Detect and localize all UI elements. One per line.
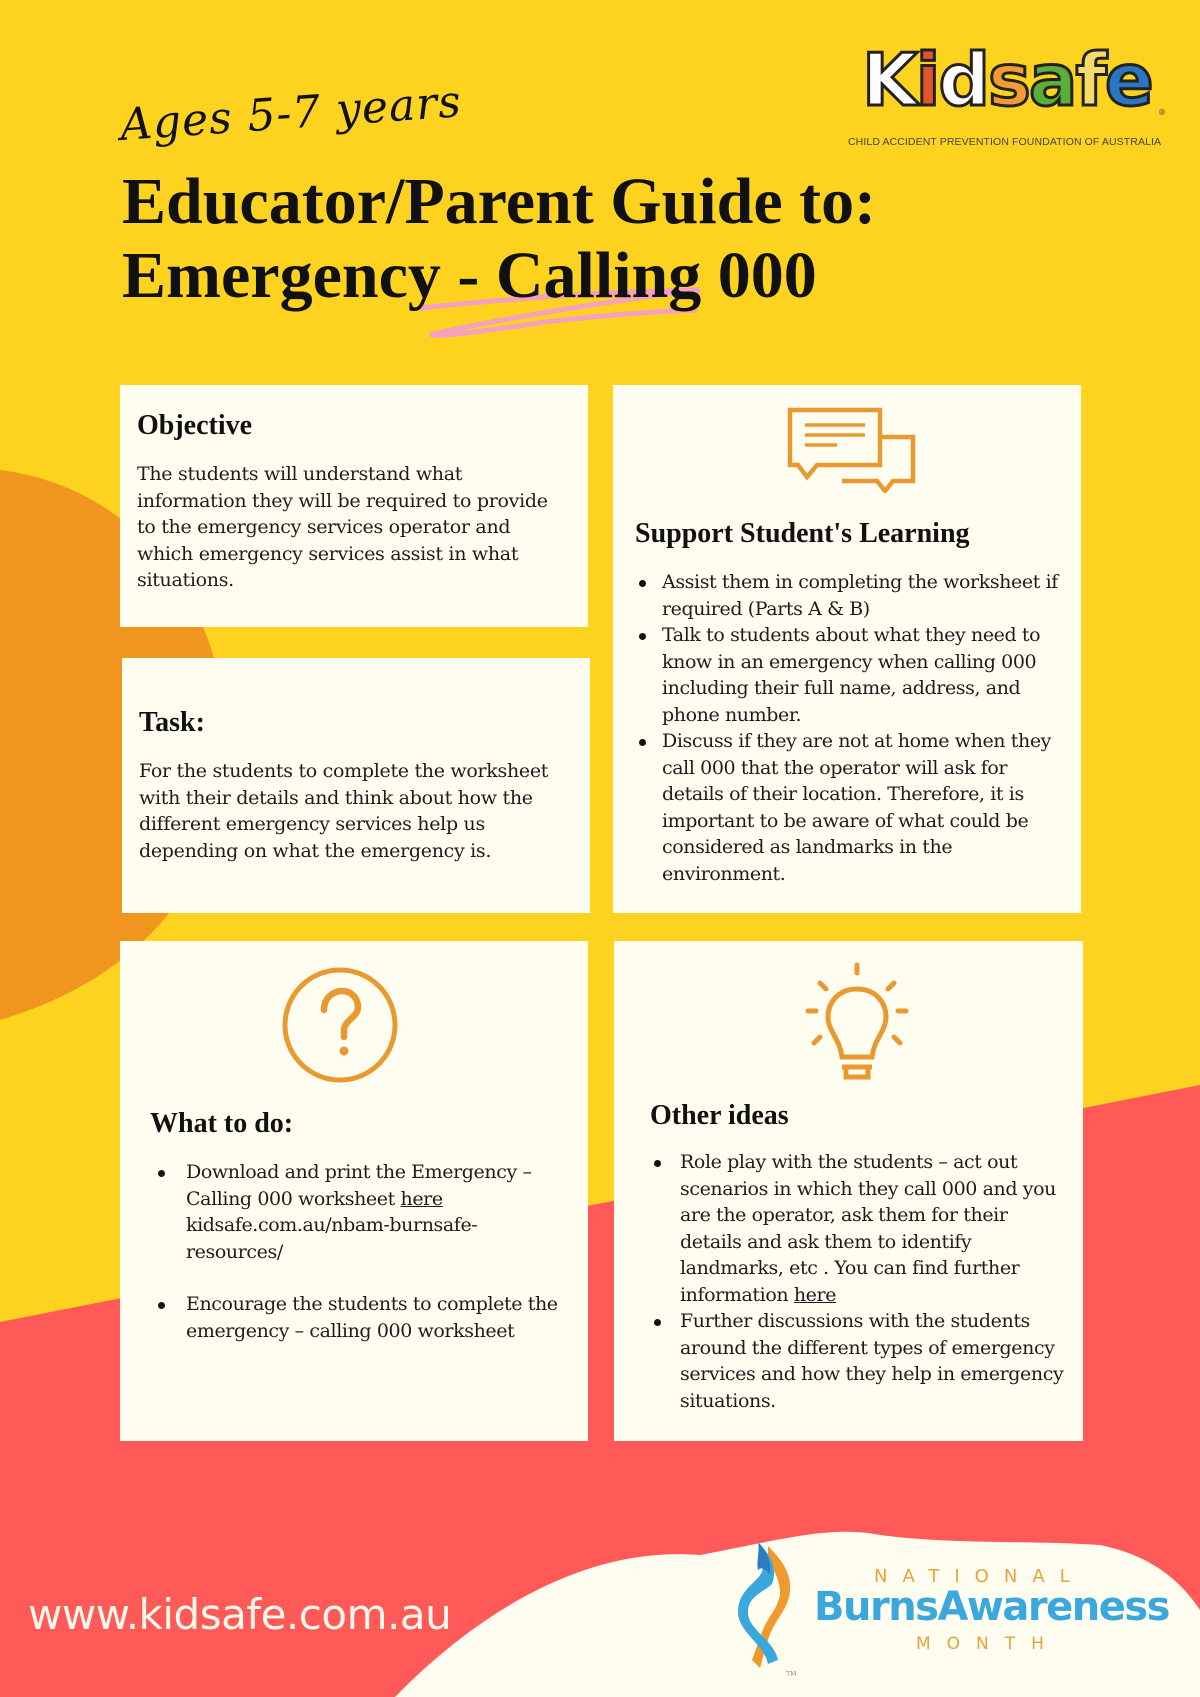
what-to-do-card	[120, 941, 588, 1441]
logo-letter: e	[1104, 38, 1152, 122]
further-info-here-link[interactable]: here	[793, 1283, 837, 1306]
website-url[interactable]: www.kidsafe.com.au	[28, 1590, 452, 1639]
worksheet-url-text: kidsafe.com.au/nbam-burnsafe-resources/	[186, 1214, 478, 1263]
other-ideas-heading: Other ideas	[650, 1100, 789, 1131]
logo-letter: K	[862, 38, 916, 122]
download-text: Download and print the Emergency – Calling 000 worksheet	[186, 1161, 532, 1210]
objective-heading: Objective	[137, 410, 253, 441]
lightbulb-icon	[802, 961, 912, 1087]
logo-letter: i	[915, 38, 939, 122]
other-ideas-list	[650, 1149, 1065, 1414]
kidsafe-wordmark	[862, 40, 1152, 120]
support-learning-card	[613, 385, 1081, 913]
worksheet-here-link[interactable]: here	[400, 1187, 443, 1210]
objective-body: The students will understand what information they will be required to provide to the emergency services operator and which emergency services assist in what situations.	[137, 463, 548, 591]
age-range-label: Ages 5-7 years	[118, 76, 464, 151]
logo-letter: f	[1075, 38, 1105, 122]
logo-tagline: CHILD ACCIDENT PREVENTION FOUNDATION OF AUSTRALIA	[848, 136, 1162, 148]
task-card	[122, 658, 590, 913]
other-ideas-card	[614, 941, 1083, 1441]
burns-awareness-logo	[734, 1540, 1169, 1680]
list-item: Talk to students about what they need to know in an emergency when calling 000 including their full name, address, and phone number.	[635, 622, 1063, 728]
list-item: Discuss if they are not at home when they call 000 that the operator will ask for details of their location. Therefore, it is important to be aware of what could be considered as landmarks in the environment.	[635, 728, 1063, 887]
list-item: Encourage the students to complete the emergency – calling 000 worksheet	[154, 1291, 570, 1344]
logo-letter: d	[938, 38, 989, 122]
logo-letter: a	[1028, 38, 1076, 122]
what-to-do-heading: What to do:	[150, 1108, 294, 1139]
title-line-1: Educator/Parent Guide to:	[122, 165, 877, 238]
list-item: Further discussions with the students around the different types of emergency services and how they help in emergency situations.	[650, 1308, 1065, 1414]
logo-letter: s	[988, 38, 1029, 122]
ribbon-flame-icon	[734, 1540, 804, 1670]
support-learning-heading: Support Student's Learning	[635, 518, 970, 549]
question-circle-icon	[280, 965, 400, 1085]
list-item	[154, 1159, 570, 1265]
kidsafe-logo	[846, 18, 1176, 148]
trademark-mark: TM	[786, 1670, 797, 1678]
campaign-month-label: MONTH	[916, 1634, 1060, 1654]
title-line-2: Emergency - Calling 000	[122, 239, 817, 312]
list-item	[650, 1149, 1065, 1308]
chat-bubbles-icon	[787, 407, 917, 493]
task-body: For the students to complete the worksheet with their details and think about how the different emergency services help us depending on what the emergency is.	[139, 760, 549, 862]
task-heading: Task:	[139, 707, 205, 738]
role-play-text: Role play with the students – act out scenarios in which they call 000 and you are the operator, ask them for their details and ask them to identify landmarks, etc . You can find further information	[680, 1151, 1056, 1306]
list-item: Assist them in completing the worksheet if required (Parts A & B)	[635, 569, 1063, 622]
page-title	[122, 165, 876, 313]
what-to-do-list	[150, 1159, 570, 1344]
campaign-national-label: NATIONAL	[874, 1566, 1085, 1587]
registered-mark: ®	[1158, 108, 1166, 117]
support-learning-list	[635, 569, 1063, 887]
objective-card	[120, 385, 588, 627]
campaign-title: BurnsAwareness	[814, 1584, 1169, 1630]
